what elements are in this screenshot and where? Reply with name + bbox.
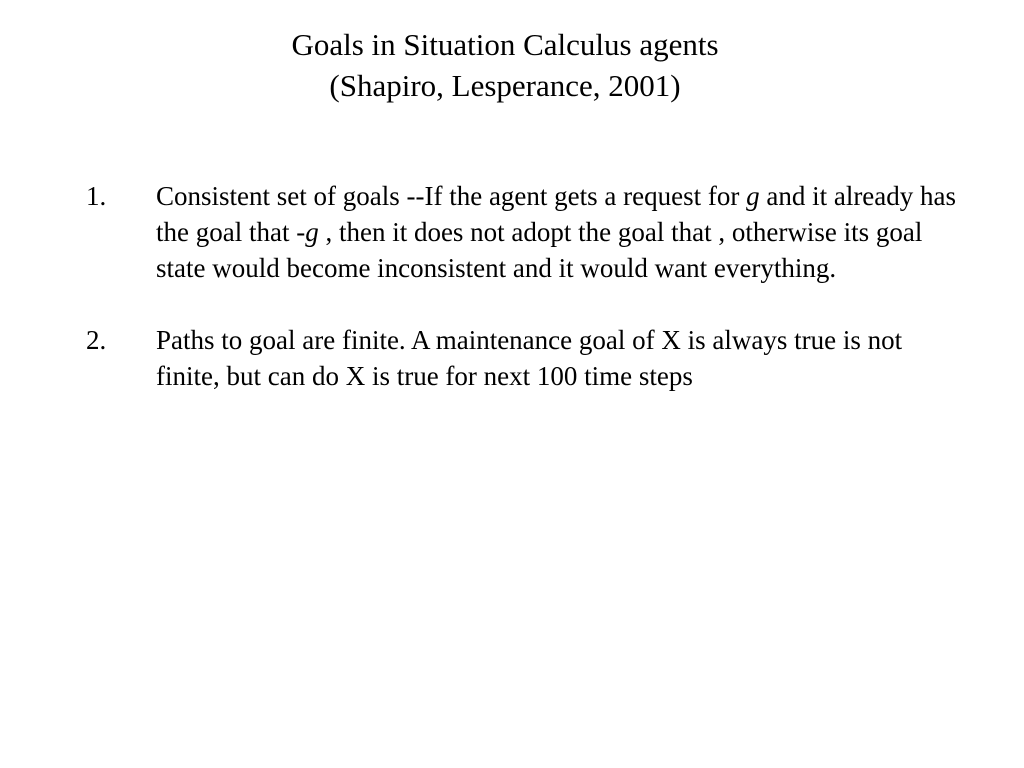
list-item-1: [86, 178, 966, 286]
text-segment: and it already has the goal that -: [156, 181, 957, 247]
title-line-2: (Shapiro, Lesperance, 2001): [329, 68, 681, 103]
list-item-text: [156, 178, 966, 286]
text-segment: Consistent set of goals --If the agent gets a request for: [156, 181, 747, 211]
italic-g: g: [746, 181, 760, 211]
slide-title: [0, 24, 1010, 106]
list-item-2: [86, 322, 966, 394]
numbered-list: [86, 178, 966, 394]
list-item-number: 1.: [86, 181, 107, 211]
list-item-text: Paths to goal are finite. A maintenance goal of X is always true is not finite, but can do X is true for next 100 time steps: [156, 325, 903, 391]
title-line-1: Goals in Situation Calculus agents: [291, 27, 719, 62]
italic-g: g: [305, 217, 319, 247]
text-segment: , then it does not adopt the goal that , otherwise its goal state would become inconsistent and it would want everything.: [156, 217, 923, 283]
list-item-number: 2.: [86, 325, 107, 355]
